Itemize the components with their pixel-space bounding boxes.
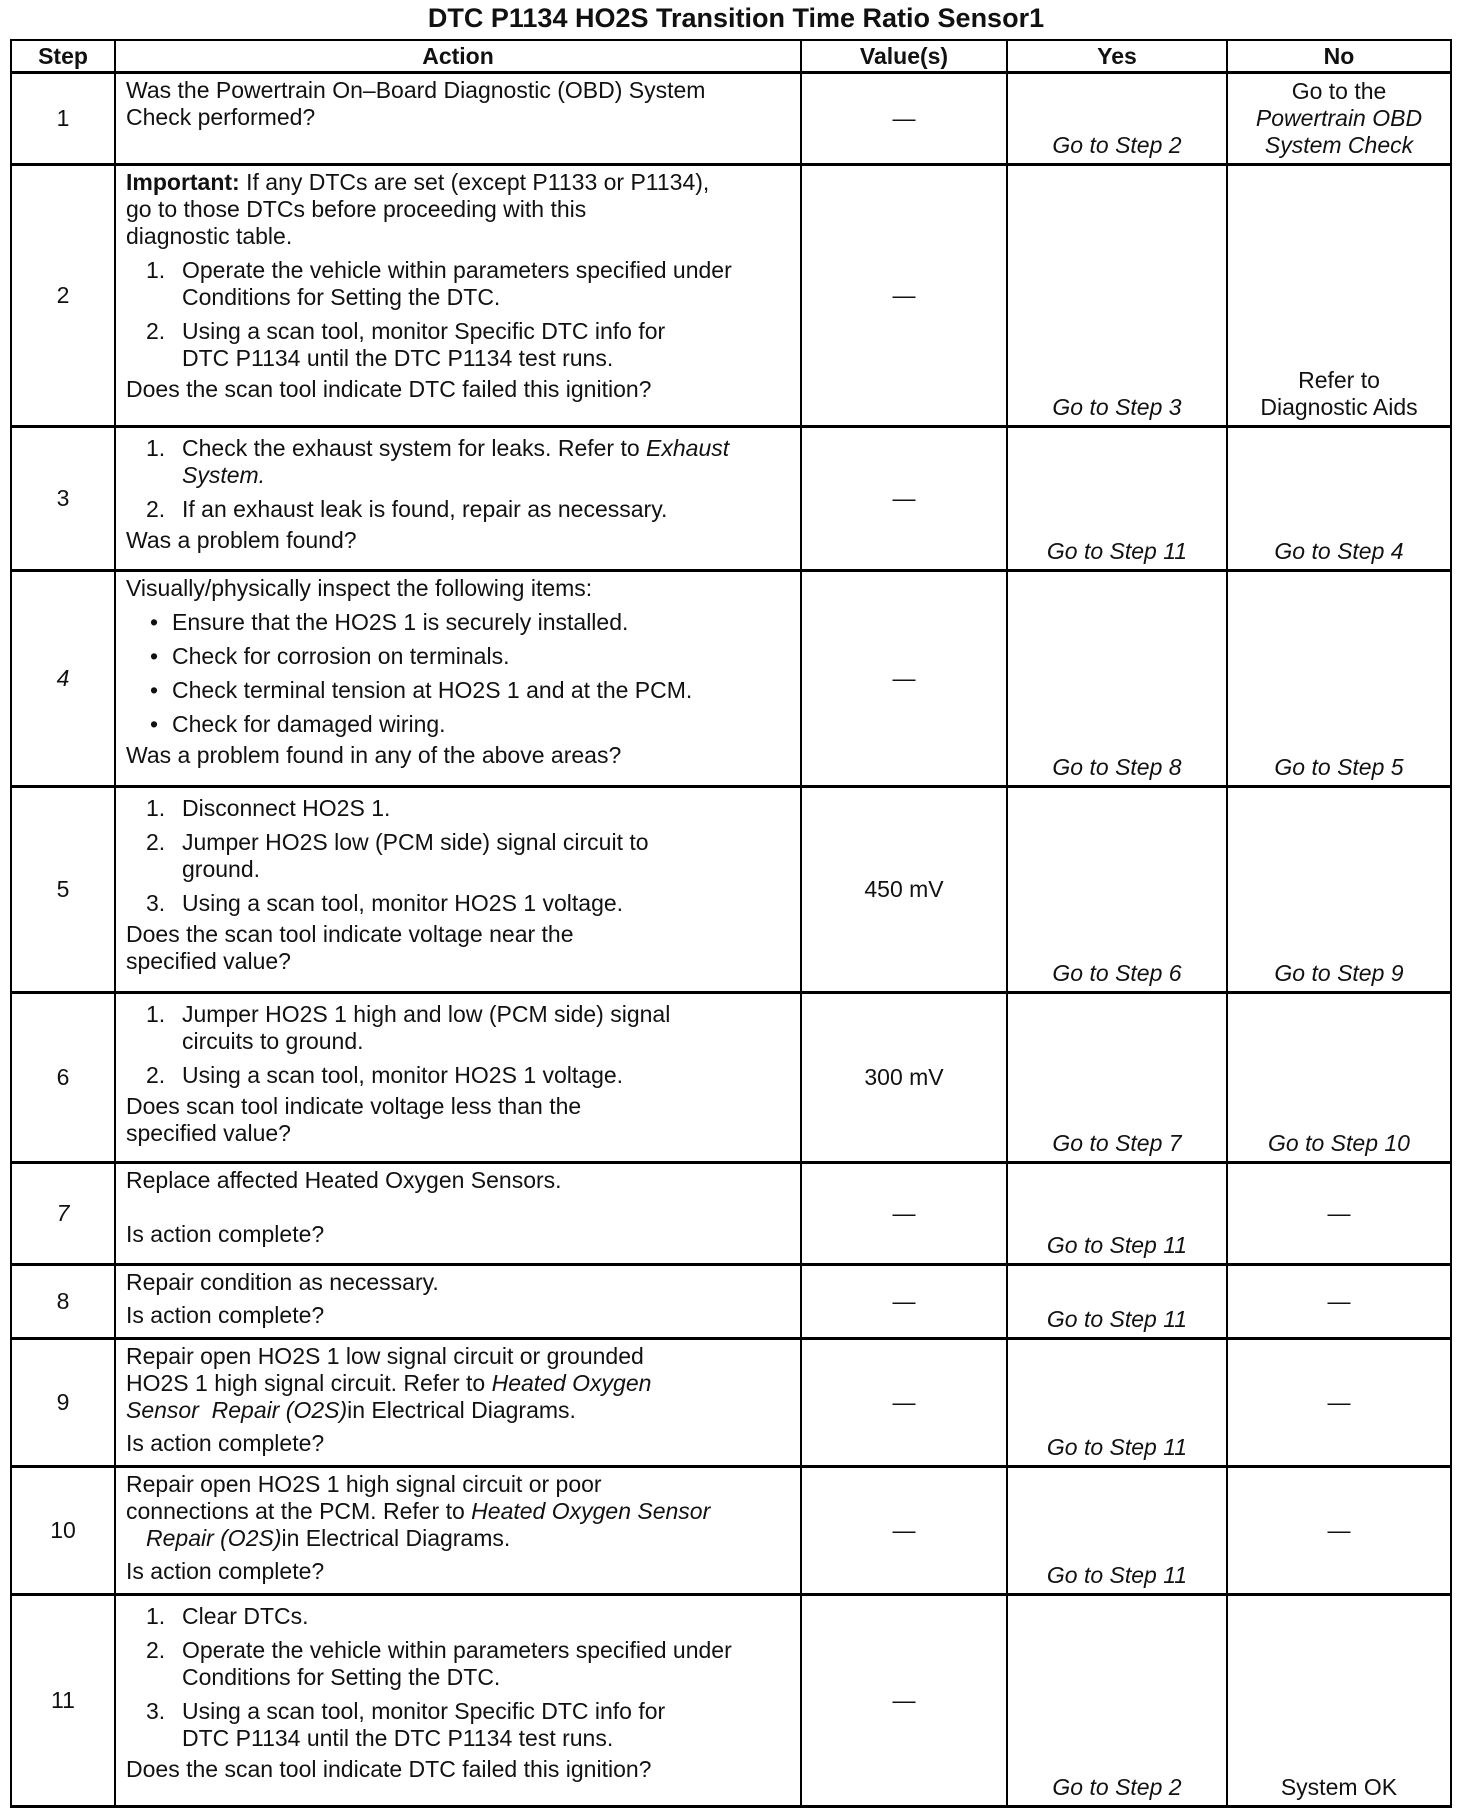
- step-number: 7: [11, 1163, 115, 1265]
- list-item: [126, 435, 790, 489]
- list-text: Jumper HO2S low (PCM side) signal circuit to: [182, 829, 649, 855]
- list-text: Using a scan tool, monitor Specific DTC info for: [182, 318, 666, 344]
- question-text: specified value?: [126, 1120, 291, 1146]
- value-cell: —: [801, 1339, 1007, 1467]
- action-text: HO2S 1 high signal circuit. Refer to: [126, 1370, 486, 1396]
- no-cell: —: [1227, 1163, 1451, 1265]
- value-cell: —: [801, 571, 1007, 787]
- step-number: 1: [11, 73, 115, 165]
- value-cell: —: [801, 73, 1007, 165]
- action-text: Heated Oxygen Sensor: [471, 1498, 711, 1524]
- header-yes: Yes: [1007, 40, 1227, 73]
- value-cell: —: [801, 165, 1007, 427]
- yes-cell: Go to Step 11: [1007, 427, 1227, 571]
- list-item: [126, 1001, 790, 1055]
- no-cell: —: [1227, 1339, 1451, 1467]
- question-text: Is action complete?: [126, 1221, 325, 1247]
- step-number: 11: [11, 1595, 115, 1807]
- action-text: Visually/physically inspect the following items:: [126, 575, 593, 601]
- action-text: go to those DTCs before proceeding with this: [126, 196, 587, 222]
- table-row: [11, 993, 1451, 1163]
- bullet-icon: •: [150, 643, 159, 669]
- action-text: If any DTCs are set (except P1133 or P1134),: [246, 169, 710, 195]
- no-cell: Go to Step 5: [1227, 571, 1451, 787]
- list-text: Operate the vehicle within parameters specified under: [182, 257, 732, 283]
- action-cell: [115, 427, 801, 571]
- list-text: Check terminal tension at HO2S 1 and at the PCM.: [172, 677, 693, 703]
- list-text: Clear DTCs.: [182, 1603, 309, 1629]
- list-number: 3.: [146, 1698, 166, 1724]
- list-text: Check for damaged wiring.: [172, 711, 446, 737]
- list-item: [126, 829, 790, 883]
- list-item: [126, 257, 790, 311]
- list-text: Conditions for Setting the DTC.: [182, 284, 501, 310]
- question-text: Was a problem found?: [126, 527, 357, 553]
- yes-cell: Go to Step 3: [1007, 165, 1227, 427]
- list-text: Exhaust: [646, 435, 730, 461]
- question-text: Is action complete?: [126, 1430, 325, 1456]
- value-cell: 300 mV: [801, 993, 1007, 1163]
- list-number: 2.: [146, 829, 166, 855]
- no-cell: Go to Step 4: [1227, 427, 1451, 571]
- step-number: 3: [11, 427, 115, 571]
- list-item: [126, 795, 790, 822]
- table-row: [11, 787, 1451, 993]
- question-text: Is action complete?: [126, 1302, 325, 1328]
- list-number: 3.: [146, 890, 166, 916]
- yes-cell: Go to Step 8: [1007, 571, 1227, 787]
- action-text: Repair open HO2S 1 low signal circuit or grounded: [126, 1343, 644, 1369]
- action-text: Sensor Repair (O2S): [126, 1397, 348, 1423]
- question-text: Was a problem found in any of the above areas?: [126, 742, 622, 768]
- list-text: Ensure that the HO2S 1 is securely installed.: [172, 609, 629, 635]
- value-cell: —: [801, 1163, 1007, 1265]
- action-text: Heated Oxygen: [491, 1370, 652, 1396]
- step-number: 6: [11, 993, 115, 1163]
- question-text: Is action complete?: [126, 1558, 325, 1584]
- action-cell: [115, 1163, 801, 1265]
- action-cell: [115, 1339, 801, 1467]
- list-item: [126, 643, 790, 670]
- list-number: 1.: [146, 435, 166, 461]
- step-number: 9: [11, 1339, 115, 1467]
- list-number: 1.: [146, 795, 166, 821]
- list-text: DTC P1134 until the DTC P1134 test runs.: [182, 1725, 614, 1751]
- yes-cell: Go to Step 11: [1007, 1265, 1227, 1339]
- step-number: 8: [11, 1265, 115, 1339]
- no-cell: —: [1227, 1265, 1451, 1339]
- header-step: Step: [11, 40, 115, 73]
- yes-cell: Go to Step 2: [1007, 73, 1227, 165]
- value-cell: —: [801, 1595, 1007, 1807]
- action-text: Repair condition as necessary.: [126, 1269, 439, 1295]
- list-text: Operate the vehicle within parameters specified under: [182, 1637, 732, 1663]
- value-cell: —: [801, 427, 1007, 571]
- no-text: Go to the: [1291, 78, 1387, 104]
- table-row: [11, 1339, 1451, 1467]
- table-row: [11, 1163, 1451, 1265]
- action-text: in Electrical Diagrams.: [281, 1525, 511, 1551]
- action-text: Replace affected Heated Oxygen Sensors.: [126, 1167, 562, 1193]
- header-values: Value(s): [801, 40, 1007, 73]
- list-text: Conditions for Setting the DTC.: [182, 1664, 501, 1690]
- table-row: [11, 73, 1451, 165]
- list-text: Check for corrosion on terminals.: [172, 643, 510, 669]
- list-text: If an exhaust leak is found, repair as necessary.: [182, 496, 668, 522]
- list-item: [126, 1698, 790, 1752]
- header-action: Action: [115, 40, 801, 73]
- action-cell: [115, 1467, 801, 1595]
- yes-cell: Go to Step 11: [1007, 1339, 1227, 1467]
- step-number: 5: [11, 787, 115, 993]
- no-cell: Go to Step 10: [1227, 993, 1451, 1163]
- yes-cell: Go to Step 11: [1007, 1163, 1227, 1265]
- no-text: System Check: [1264, 132, 1414, 158]
- list-item: [126, 677, 790, 704]
- table-row: [11, 1265, 1451, 1339]
- list-item: [126, 318, 790, 372]
- table-row: [11, 1595, 1451, 1807]
- list-item: [126, 711, 790, 738]
- action-cell: [115, 1595, 801, 1807]
- value-cell: —: [801, 1265, 1007, 1339]
- action-text: Repair (O2S): [146, 1525, 282, 1551]
- action-cell: [115, 571, 801, 787]
- question-text: Does the scan tool indicate voltage near the: [126, 921, 574, 947]
- list-text: Using a scan tool, monitor HO2S 1 voltage.: [182, 1062, 624, 1088]
- no-text: Refer to: [1298, 367, 1380, 393]
- step-number: 4: [11, 571, 115, 787]
- value-cell: 450 mV: [801, 787, 1007, 993]
- important-label: Important:: [126, 169, 240, 195]
- page-title: DTC P1134 HO2S Transition Time Ratio Sensor1: [427, 3, 1045, 33]
- list-number: 2.: [146, 318, 166, 344]
- list-number: 1.: [146, 1001, 166, 1027]
- no-cell: [1227, 73, 1451, 165]
- action-text: diagnostic table.: [126, 223, 293, 249]
- action-text: Was the Powertrain On–Board Diagnostic (OBD) System: [126, 77, 706, 103]
- list-number: 2.: [146, 1637, 166, 1663]
- no-cell: [1227, 165, 1451, 427]
- list-text: DTC P1134 until the DTC P1134 test runs.: [182, 345, 614, 371]
- action-cell: [115, 993, 801, 1163]
- action-cell: [115, 73, 801, 165]
- bullet-icon: •: [150, 609, 159, 635]
- action-text: Repair open HO2S 1 high signal circuit or poor: [126, 1471, 602, 1497]
- action-cell: [115, 787, 801, 993]
- list-text: circuits to ground.: [182, 1028, 364, 1054]
- diagnostic-table: [10, 39, 1452, 1808]
- question-text: Does the scan tool indicate DTC failed this ignition?: [126, 376, 652, 402]
- table-row: [11, 1467, 1451, 1595]
- action-text: Check performed?: [126, 104, 316, 130]
- step-number: 10: [11, 1467, 115, 1595]
- table-row: [11, 427, 1451, 571]
- no-cell: System OK: [1227, 1595, 1451, 1807]
- no-text: Powertrain OBD: [1255, 105, 1423, 131]
- list-text: Jumper HO2S 1 high and low (PCM side) signal: [182, 1001, 671, 1027]
- no-cell: —: [1227, 1467, 1451, 1595]
- yes-cell: Go to Step 7: [1007, 993, 1227, 1163]
- question-text: Does the scan tool indicate DTC failed this ignition?: [126, 1756, 652, 1782]
- bullet-icon: •: [150, 711, 159, 737]
- header-no: No: [1227, 40, 1451, 73]
- yes-cell: Go to Step 6: [1007, 787, 1227, 993]
- yes-cell: Go to Step 2: [1007, 1595, 1227, 1807]
- no-text: Diagnostic Aids: [1260, 394, 1418, 420]
- list-number: 2.: [146, 496, 166, 522]
- list-text: Disconnect HO2S 1.: [182, 795, 391, 821]
- list-text: Using a scan tool, monitor Specific DTC info for: [182, 1698, 666, 1724]
- table-header-row: [11, 40, 1451, 73]
- table-row: [11, 165, 1451, 427]
- action-cell: [115, 1265, 801, 1339]
- list-text: System.: [182, 462, 266, 488]
- list-text: Check the exhaust system for leaks. Refer to: [182, 435, 640, 461]
- question-text: Does scan tool indicate voltage less than the: [126, 1093, 582, 1119]
- value-cell: —: [801, 1467, 1007, 1595]
- action-text: in Electrical Diagrams.: [347, 1397, 576, 1423]
- list-item: [126, 1637, 790, 1691]
- list-number: 1.: [146, 257, 166, 283]
- bullet-icon: •: [150, 677, 159, 703]
- table-row: [11, 571, 1451, 787]
- action-text: connections at the PCM. Refer to: [126, 1498, 465, 1524]
- step-number: 2: [11, 165, 115, 427]
- list-number: 1.: [146, 1603, 166, 1629]
- list-text: ground.: [182, 856, 261, 882]
- list-item: [126, 496, 790, 523]
- list-number: 2.: [146, 1062, 166, 1088]
- list-item: [126, 1603, 790, 1630]
- yes-cell: Go to Step 11: [1007, 1467, 1227, 1595]
- list-item: [126, 1062, 790, 1089]
- action-cell: [115, 165, 801, 427]
- list-item: [126, 609, 790, 636]
- list-item: [126, 890, 790, 917]
- question-text: specified value?: [126, 948, 291, 974]
- list-text: Using a scan tool, monitor HO2S 1 voltage.: [182, 890, 624, 916]
- no-cell: Go to Step 9: [1227, 787, 1451, 993]
